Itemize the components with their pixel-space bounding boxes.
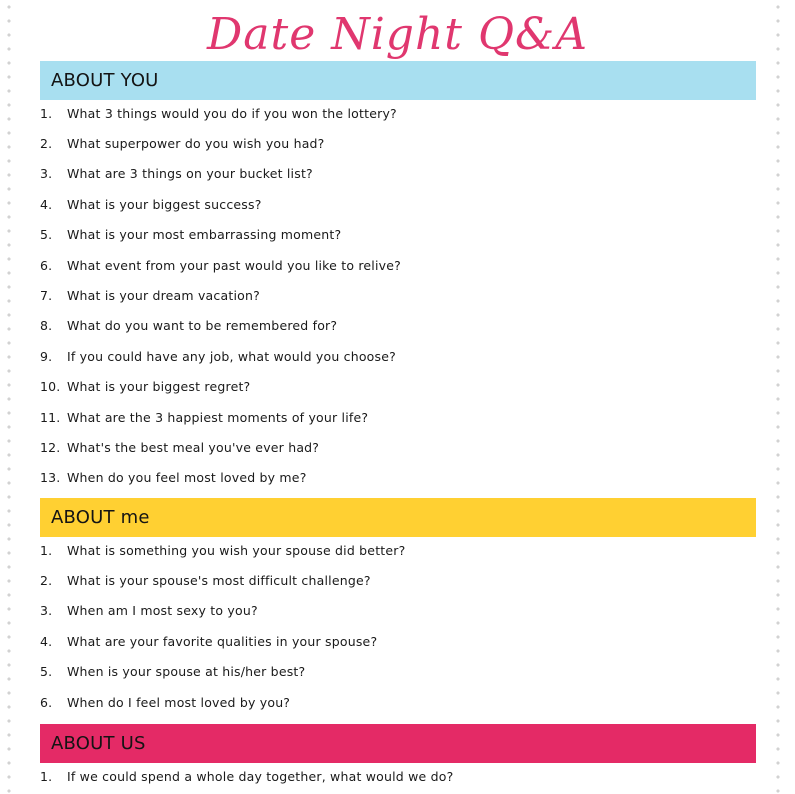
question-item [40, 596, 756, 626]
question-text: What is something you wish your spouse did better? [67, 542, 406, 558]
question-text: When is your spouse at his/her best? [67, 664, 306, 680]
question-number: 5. [40, 227, 53, 243]
question-text: When am I most sexy to you? [67, 603, 258, 619]
question-number: 8. [40, 318, 53, 334]
question-item [40, 565, 756, 595]
section-heading-about-us: ABOUT US [40, 724, 756, 763]
question-text: If we could spend a whole day together, what would we do? [67, 768, 454, 784]
question-text: What event from your past would you like to relive? [67, 257, 401, 273]
question-number: 9. [40, 348, 53, 364]
question-text: What is your dream vacation? [67, 288, 260, 304]
question-number: 13. [40, 470, 61, 486]
question-text: What do you want to be remembered for? [67, 318, 338, 334]
question-item [40, 159, 756, 189]
question-text: When do I feel most loved by you? [67, 694, 291, 710]
question-item [40, 220, 756, 250]
question-text: What is your biggest success? [67, 196, 262, 212]
question-list-about-us [40, 761, 756, 791]
question-number: 1. [40, 105, 53, 121]
question-list-about-me [40, 535, 756, 717]
question-number: 1. [40, 768, 53, 784]
question-number: 10. [40, 379, 61, 395]
question-number: 3. [40, 166, 53, 182]
section-about-us [40, 724, 756, 791]
question-text: What 3 things would you do if you won the lottery? [67, 105, 397, 121]
question-number: 3. [40, 603, 53, 619]
question-item [40, 626, 756, 656]
question-item [40, 311, 756, 341]
question-item [40, 372, 756, 402]
question-text: What is your spouse's most difficult challenge? [67, 573, 371, 589]
question-item [40, 432, 756, 462]
question-item [40, 657, 756, 687]
question-text: What's the best meal you've ever had? [67, 439, 320, 455]
question-number: 4. [40, 196, 53, 212]
question-item [40, 189, 756, 219]
question-text: What superpower do you wish you had? [67, 136, 325, 152]
question-number: 1. [40, 542, 53, 558]
question-text: What is your most embarrassing moment? [67, 227, 342, 243]
question-number: 7. [40, 288, 53, 304]
question-number: 12. [40, 439, 61, 455]
question-text: What are your favorite qualities in your spouse? [67, 633, 378, 649]
section-about-me [40, 498, 756, 717]
question-item [40, 463, 756, 493]
question-item [40, 250, 756, 280]
question-item [40, 402, 756, 432]
right-dotted-border [775, 0, 781, 794]
question-item [40, 341, 756, 371]
question-item [40, 280, 756, 310]
section-heading-about-me: ABOUT me [40, 498, 756, 537]
question-item [40, 535, 756, 565]
question-text: When do you feel most loved by me? [67, 470, 307, 486]
section-heading-about-you: ABOUT YOU [40, 61, 756, 100]
question-item [40, 761, 756, 791]
section-about-you [40, 61, 756, 493]
page-title: Date Night Q&A [207, 9, 588, 60]
question-text: What is your biggest regret? [67, 379, 251, 395]
question-number: 4. [40, 633, 53, 649]
question-item [40, 128, 756, 158]
question-text: If you could have any job, what would you choose? [67, 348, 396, 364]
question-number: 2. [40, 573, 53, 589]
question-number: 6. [40, 694, 53, 710]
question-number: 11. [40, 409, 61, 425]
question-text: What are 3 things on your bucket list? [67, 166, 313, 182]
question-number: 5. [40, 664, 53, 680]
left-dotted-border [6, 0, 12, 794]
question-item [40, 98, 756, 128]
question-number: 2. [40, 136, 53, 152]
question-number: 6. [40, 257, 53, 273]
question-list-about-you [40, 98, 756, 493]
question-item [40, 687, 756, 717]
question-text: What are the 3 happiest moments of your life? [67, 409, 369, 425]
